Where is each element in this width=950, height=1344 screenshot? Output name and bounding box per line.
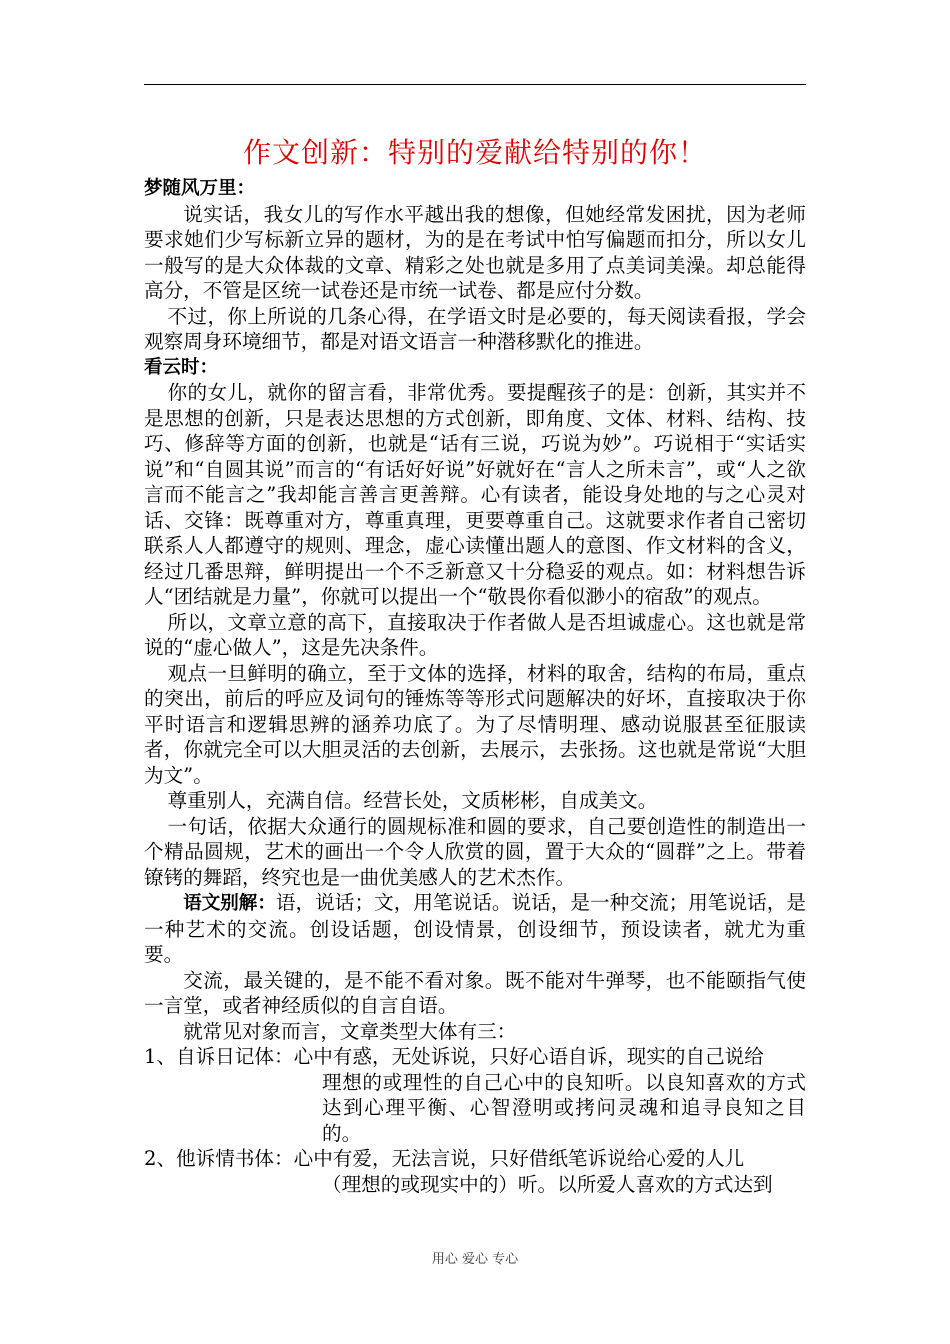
- paragraph: 就常见对象而言，文章类型大体有三：: [183, 1019, 517, 1043]
- list-item-continuation: （理想的或现实中的）听。以所爱人喜欢的方式达到: [322, 1172, 773, 1196]
- paragraph: 观点一旦鲜明的确立，至于文体的选择，材料的取舍，结构的布局，重点的突出，前后的呼应及词句的锤炼等等形式问题解决的好坏，直接取决于你平时语言和逻辑思辨的涵养功底了。为了尽情明理、感动说服甚至征服读者，你就完全可以大胆灵活的去创新，去展示，去张扬。这也就是常说“大胆为文”。: [144, 661, 806, 787]
- paragraph: 所以，文章立意的高下，直接取决于作者做人是否坦诚虚心。这也就是常说的“虚心做人”，这是先决条件。: [144, 610, 806, 659]
- paragraph: 你的女儿，就你的留言看，非常优秀。要提醒孩子的是：创新，其实并不是思想的创新，只是表达思想的方式创新，即角度、文体、材料、结构、技巧、修辞等方面的创新，也就是“话有三说，巧说为妙”。巧说相于“实话实说”和“自圆其说”而言的“有话好好说”好就好在“言人之所未言”，或“人之欲言而不能言之”我却能言善言更善辩。心有读者，能设身处地的与之心灵对话、交锋：既尊重对方，尊重真理，更要尊重自己。这就要求作者自己密切联系人人都遵守的规则、理念，虚心读懂出题人的意图、作文材料的含义，经过几番思辩，鲜明提出一个不乏新意又十分稳妥的观点。如：材料想告诉人“团结就是力量”，你就可以提出一个“敬畏你看似渺小的宿敌”的观点。: [144, 381, 806, 608]
- list-item-label: 2、他诉情书体：: [144, 1147, 294, 1170]
- document-body: [144, 176, 806, 1197]
- list-item: [144, 1044, 806, 1070]
- paragraph: [144, 890, 806, 968]
- page-title: 作文创新：特别的爱献给特别的你！: [242, 136, 707, 169]
- list-item-text: 心中有爱，无法言说，只好借纸笔诉说给心爱的人儿: [293, 1147, 745, 1170]
- list-item-text: 心中有惑，无处诉说，只好心语自诉，现实的自己说给: [293, 1045, 764, 1068]
- paragraph-text: 语，说话；文，用笔说话。说话，是一种交流；用笔说话，是一种艺术的交流。创设话题，创设情景，创设细节，预设读者，就尤为重要。: [144, 891, 806, 966]
- speaker-label: 梦随风万里：: [144, 178, 256, 199]
- paragraph: 一句话，依据大众通行的圆规标准和圆的要求，自己要创造性的制造出一个精品圆规，艺术的画出一个令人欣赏的圆，置于大众的“圆群”之上。带着镣铐的舞蹈，终究也是一曲优美感人的艺术杰作。: [144, 814, 806, 889]
- list-item-label: 1、自诉日记体：: [144, 1045, 294, 1068]
- page-footer: 用心 爱心 专心: [431, 1252, 519, 1267]
- paragraph: 不过，你上所说的几条心得，在学语文时是必要的，每天阅读看报，学会观察周身环境细节，都是对语文语言一种潜移默化的推进。: [144, 304, 806, 353]
- speaker-label: 看云时：: [144, 356, 219, 378]
- section-heading-inline: 语文别解：: [183, 893, 276, 914]
- paragraph: 尊重别人，充满自信。经营长处，文质彬彬，自成美文。: [167, 789, 658, 812]
- paragraph: 交流，最关键的，是不能不看对象。既不能对牛弹琴，也不能颐指气使一言堂，或者神经质似的自言自语。: [144, 968, 806, 1017]
- header-rule: [144, 84, 806, 85]
- paragraph: 说实话，我女儿的写作水平越出我的想像，但她经常发困扰，因为老师要求她们少写标新立异的题材，为的是在考试中怕写偏题而扣分，所以女儿一般写的是大众体裁的文章、精彩之处也就是多用了点美词美澡。却总能得高分，不管是区统一试卷还是市统一试卷、都是应付分数。: [144, 202, 806, 302]
- list-item-continuation: 理想的或理性的自己心中的良知听。以良知喜欢的方式达到心理平衡、心智澄明或拷问灵魂和追寻良知之目的。: [322, 1070, 806, 1145]
- list-item: [144, 1146, 806, 1172]
